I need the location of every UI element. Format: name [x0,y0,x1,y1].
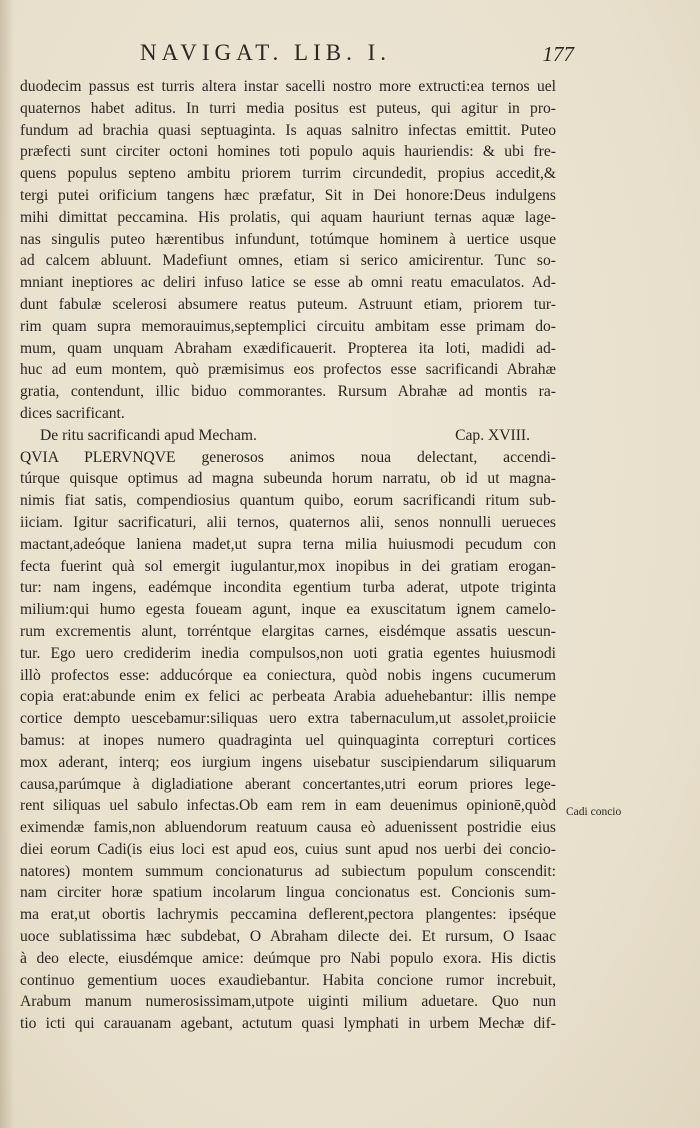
text-line: Arabum manum numerosissimam,utpote uiginti milium aduetare. Quo nun [20,993,556,1011]
text-line: rent siliquas uel sabulo infectas.Ob eam rem in eam deuenimus opinionē,quòd [20,797,556,815]
text-line: tergi putei orificium tangens hæc præfatur, Sit in Dei honore:Deus indulgens [20,186,556,204]
running-title: NAVIGAT. LIB. I. [140,40,391,65]
text-line: túrque quisque optimus ad magna subeunda horum narratu, ob id ut magna- [20,470,556,488]
text-line: tio icti qui carauanam agebant, actutum quasi lymphati in urbem Mechæ dif- [20,1015,556,1033]
text-line: cortice dempto uescebamur:siliquas uero extra tabernaculum,ut assolet,proiicie [20,710,556,728]
text-line: huc ad eum montem, quò præmisimus eos profectos esse sacrificandi Abrahæ [20,361,556,379]
text-line: ad calcem abluunt. Madefiunt omnes, etiam si serico amicirentur. Tunc so- [20,252,556,270]
text-line: iiciam. Igitur sacrificaturi, alii ternos, quaternos alii, senos nonnulli uerueces [20,513,556,531]
text-line: milium:qui humo egesta foueam agunt, inque ea exuscitatum ignem camelo- [20,601,556,619]
text-line: diei eorum Cadi(is eius loci est apud eos, cuius sunt apud nos uerbi dei concio- [20,840,556,858]
chapter-title: De ritu sacrificandi apud Mecham. [40,426,257,444]
text-line: causa,parúmque à digladiatione aberant concertantes,utri eorum priores lege- [20,775,556,793]
gutter-shadow [0,0,14,1128]
text-line: quens populus septeno ambitu priorem turrim circundedit, propius accedit,& [20,165,556,183]
text-line: fecta fuerint quà sol emergit iugulantur,mox inopibus in dei gratiam erogan- [20,557,556,575]
text-line: gratia, contendunt, illic biduo commorantes. Rursum Abrahæ ad montis ra- [20,383,556,401]
text-line: tur. Ego uero crediderim inedia compulsos,non uoti gratia egentes huiusmodi [20,644,556,662]
text-line: dunt fabulæ scelerosi absumere reatus puteum. Astruunt etiam, priorem tur- [20,295,556,313]
text-line: mum, quam unquam Abraham exædificauerit. Propterea ita loti, madidi ad- [20,339,556,357]
text-line: præfecti sunt circiter octoni homines toti populo aquis hauriendis: & ubi fre- [20,143,556,161]
text-line: fundum ad brachia quasi septuaginta. Is aquas salnitro infectas emittit. Puteo [20,121,556,139]
text-line: tur: nam ingens, eadémque incondita egentium turba aderat, utpote triginta [20,579,556,597]
main-text [20,76,556,1035]
chapter-number: Cap. XVIII. [455,426,530,444]
text-line: nimis fiat satis, compendiosius quantum quibo, eorum sacrificandi ritum sub- [20,492,556,510]
text-line: duodecim passus est turris altera instar sacelli nostro more extructi:ea ternos uel [20,78,556,95]
text-line: bamus: at inopes numero quadraginta uel quinquaginta correpturi cortices [20,731,556,749]
text-line: QVIA PLERVNQVE generosos animos noua delectant, accendi- [20,448,556,466]
margin-note: Cadi concio [566,806,622,818]
text-line: mniant ineptiores ac deliri infuso latice se esse ab omni reatu emaculatos. Ad- [20,274,556,292]
text-line: mactant,adeóque laniena madet,ut supra terna milia huiusmodi pecudum con [20,535,556,553]
text-line: rum excrementis alunt, torréntque elargitas carnes, eisdémque assatis uescun- [20,622,556,640]
text-line: quaternos habet aditus. In turri media positus est puteus, qui agitur in pro- [20,99,556,117]
text-line: mihi dimittat peccamina. His prolatis, qui aquam hauriunt ternas aquæ lage- [20,208,556,226]
page-number: 177 [542,42,574,66]
text-line: continuo gementium uoces exaudiebantur. Habita concione rumor increbuit, [20,971,556,989]
chapter-heading [20,425,556,447]
text-line: dices sacrificant. [20,404,125,422]
text-line: à deo electe, eiusdémque amice: deúmque pro Nabi populo exora. His dictis [20,949,556,967]
text-line: eximendæ famis,non abluendorum reatuum causa eò aduenissent postridie eius [20,819,556,837]
text-line: copia erat:abunde enim ex felici ac perbeata Arabia aduehebantur: illis nempe [20,688,556,706]
text-line: rim quam supra memorauimus,septemplici circuitu ambitam esse primam do- [20,317,556,335]
text-line: uoce sublatissima hæc subdebat, O Abraham dilecte dei. Et rursum, O Isaac [20,928,556,946]
text-line: mox aderant, interq; eos iurgium ingens uisebatur suscipiendarum siliquarum [20,753,556,771]
text-line: natores) montem summum concionaturus ad subiectum populum conscendit: [20,862,556,880]
text-line: nas singulis puteo hærentibus infundunt, totúmque hominem à uertice usque [20,230,556,248]
text-line: nam circiter horæ spatium incolarum lingua concionatus est. Concionis sum- [20,884,556,902]
text-line: ma erat,ut obortis lachrymis peccamina deflerent,pectora plangentes: ipséque [20,906,556,924]
text-line: illò profectos esse: adducórque ea coniectura, quòd nobis ingens cucumerum [20,666,556,684]
